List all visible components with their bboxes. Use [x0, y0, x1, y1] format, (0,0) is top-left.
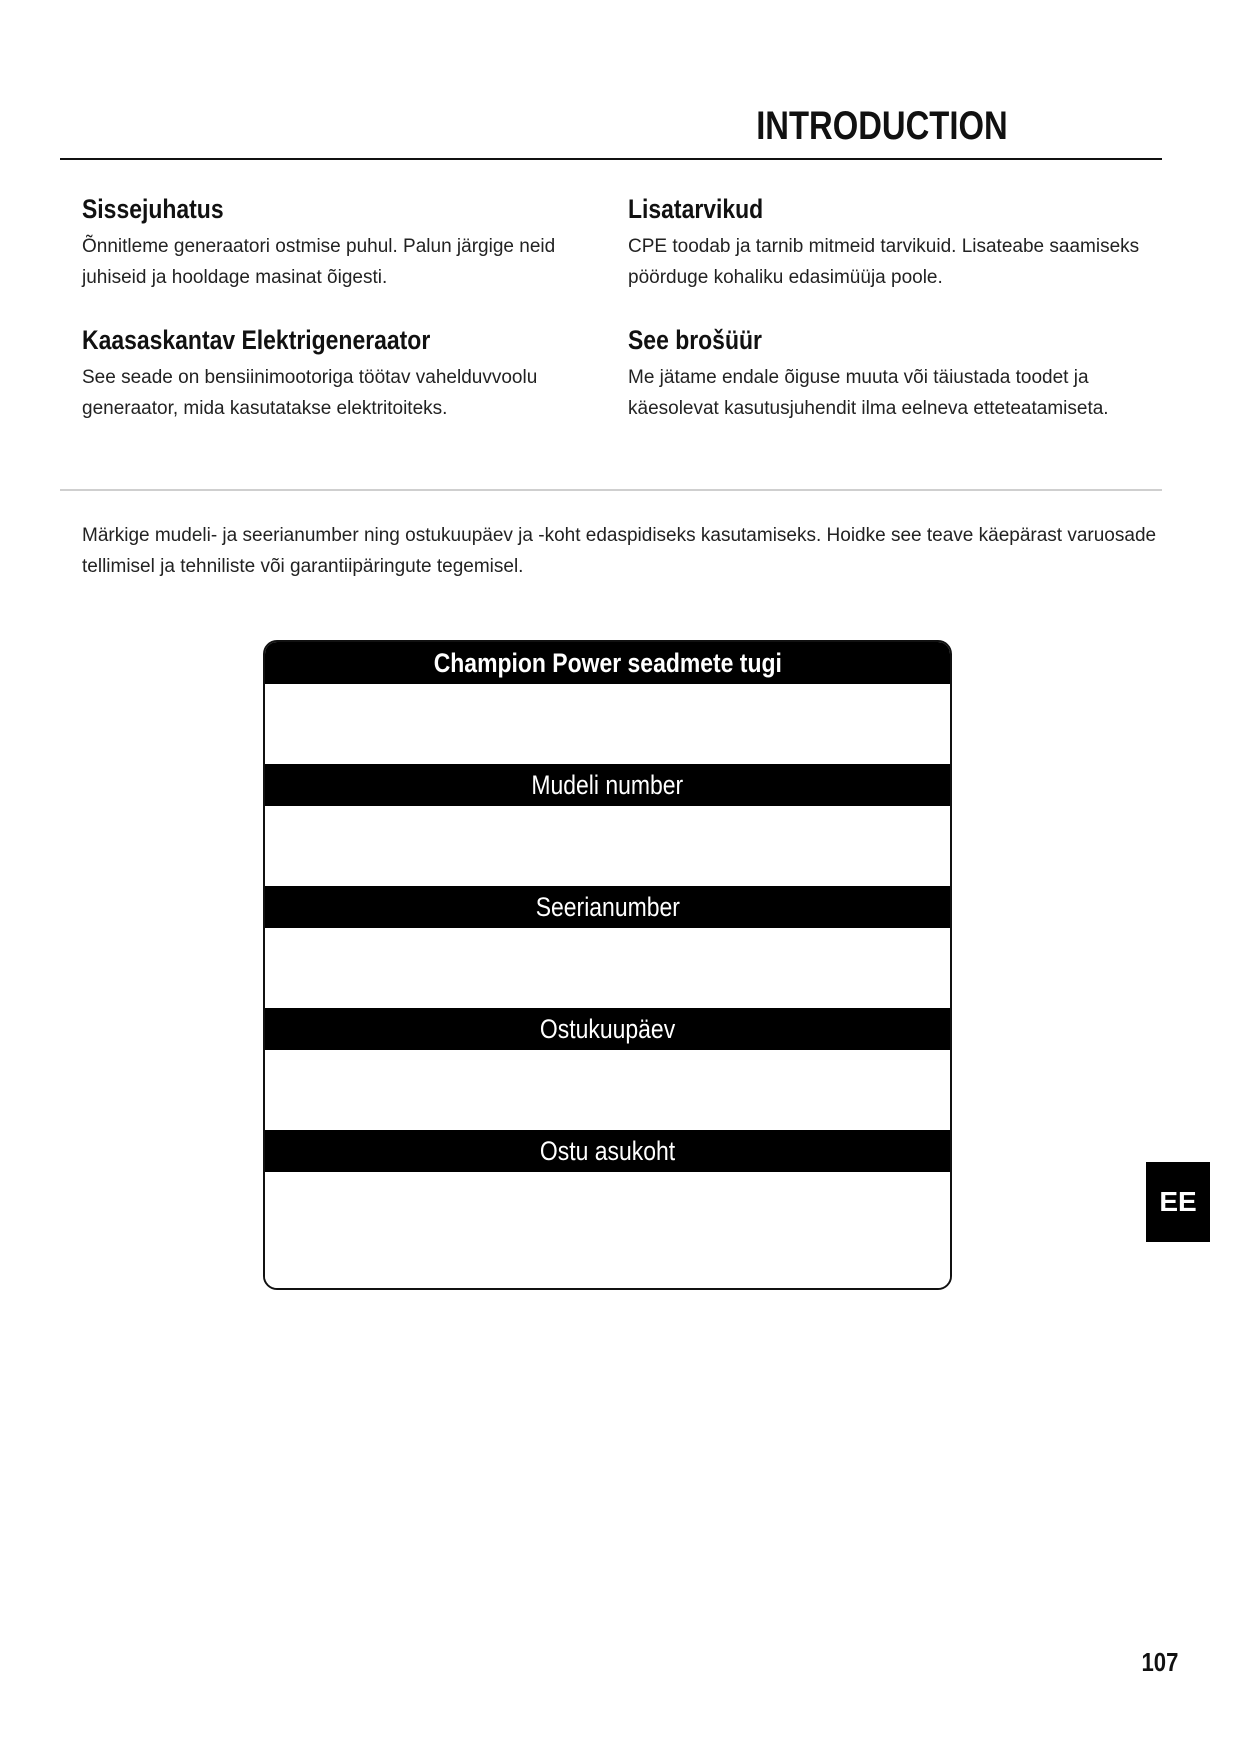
support-card-title — [265, 642, 950, 684]
intro-block — [82, 194, 602, 293]
purchase-location-field[interactable] — [265, 1172, 950, 1290]
model-number-label — [265, 764, 950, 806]
accessories-text: CPE toodab ja tarnib mitmeid tarvikuid. Lisateabe saamiseks pöörduge kohaliku edasimüüja poole. — [628, 236, 1140, 288]
purchase-date-field[interactable] — [265, 1050, 950, 1130]
language-tab: EE — [1146, 1162, 1210, 1242]
intro-text: Õnnitleme generaatori ostmise puhul. Palun järgige neid juhiseid ja hooldage masinat õigesti. — [82, 236, 556, 288]
accessories-block — [628, 194, 1148, 293]
purchase-location-label-text: Ostu asukoht — [539, 1136, 676, 1166]
brochure-block — [628, 325, 1148, 424]
model-number-label-text: Mudeli number — [531, 770, 684, 800]
purchase-date-label-text: Ostukuupäev — [539, 1014, 676, 1044]
header-divider — [60, 158, 1162, 160]
brochure-text: Me jätame endale õiguse muuta või täiustada toodet ja käesolevat kasutusjuhendit ilma eelneva etteteatamiseta. — [628, 367, 1109, 419]
brochure-heading: See brošüür — [628, 325, 762, 355]
serial-number-field[interactable] — [265, 928, 950, 1008]
section-divider — [60, 489, 1162, 491]
purchase-location-label — [265, 1130, 950, 1172]
serial-number-label-text: Seerianumber — [535, 892, 680, 922]
generator-text: See seade on bensiinimootoriga töötav vahelduvvoolu generaator, mida kasutatakse elektritoiteks. — [82, 367, 538, 419]
support-card-blank-field[interactable] — [265, 684, 950, 764]
model-number-field[interactable] — [265, 806, 950, 886]
purchase-date-label — [265, 1008, 950, 1050]
support-card-title-text: Champion Power seadmete tugi — [433, 648, 782, 678]
page-number: 107 — [1141, 1647, 1178, 1677]
record-note: Märkige mudeli- ja seerianumber ning ostukuupäev ja -koht edaspidiseks kasutamiseks. Hoidke see teave käepärast varuosade tellimisel ja tehniliste või garantiipäringute tegemisel. — [82, 525, 1157, 577]
intro-heading: Sissejuhatus — [82, 194, 224, 224]
section-title: INTRODUCTION — [756, 104, 1008, 148]
support-card — [263, 640, 952, 1290]
generator-block — [82, 325, 602, 424]
generator-heading: Kaasaskantav Elektrigeneraator — [82, 325, 431, 355]
serial-number-label — [265, 886, 950, 928]
accessories-heading: Lisatarvikud — [628, 194, 764, 224]
